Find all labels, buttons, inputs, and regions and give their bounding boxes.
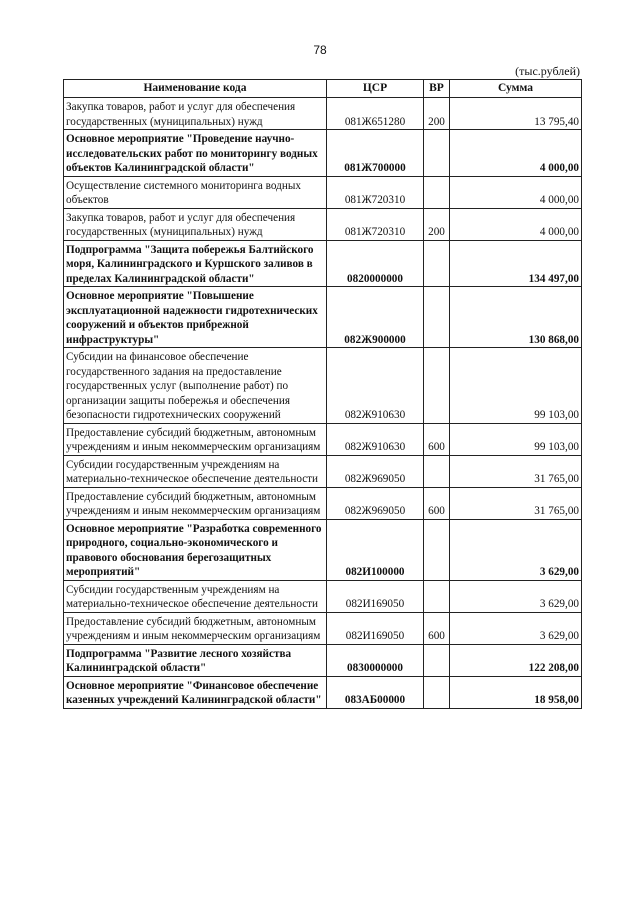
cell-vr: [424, 580, 450, 612]
cell-sum: 122 208,00: [450, 644, 582, 676]
cell-vr: [424, 455, 450, 487]
page-number: 78: [313, 43, 327, 57]
cell-csr: 0820000000: [327, 240, 424, 287]
cell-vr: [424, 287, 450, 348]
table-row: [64, 580, 582, 612]
table-row: [64, 676, 582, 708]
unit-note: (тыс.рублей): [515, 64, 580, 78]
cell-vr: 600: [424, 612, 450, 644]
table-row: [64, 287, 582, 348]
cell-name: Предоставление субсидий бюджетным, автономным учреждениям и иным некоммерческим организациям: [64, 423, 327, 455]
cell-name: Закупка товаров, работ и услуг для обеспечения государственных (муниципальных) нужд: [64, 208, 327, 240]
table-row: [64, 519, 582, 580]
cell-name: Осуществление системного мониторинга водных объектов: [64, 176, 327, 208]
table-row: [64, 487, 582, 519]
table-row: [64, 644, 582, 676]
cell-sum: 99 103,00: [450, 423, 582, 455]
cell-name: Подпрограмма "Защита побережья Балтийского моря, Калининградского и Куршского заливов в пределах Калининградской области": [64, 240, 327, 287]
cell-csr: 081Ж720310: [327, 176, 424, 208]
cell-vr: [424, 519, 450, 580]
table-row: [64, 612, 582, 644]
table-row: [64, 348, 582, 424]
table-row: [64, 423, 582, 455]
header-sum: Сумма: [450, 80, 582, 98]
cell-vr: 200: [424, 208, 450, 240]
cell-sum: 13 795,40: [450, 98, 582, 130]
table-row: [64, 455, 582, 487]
cell-vr: [424, 176, 450, 208]
cell-name: Основное мероприятие "Повышение эксплуатационной надежности гидротехнических сооружений и объектов прибрежной инфраструктуры": [64, 287, 327, 348]
cell-sum: 31 765,00: [450, 487, 582, 519]
cell-name: Субсидии на финансовое обеспечение государственного задания на предоставление государственных услуг (выполнение работ) по организации защиты побережья и обеспечения безопасности гидротехнических сооружений: [64, 348, 327, 424]
table-body: [64, 98, 582, 709]
table-header-row: [64, 80, 582, 98]
cell-csr: 082И169050: [327, 580, 424, 612]
table-row: [64, 208, 582, 240]
cell-csr: 082Ж969050: [327, 455, 424, 487]
cell-sum: 99 103,00: [450, 348, 582, 424]
cell-sum: 3 629,00: [450, 612, 582, 644]
cell-sum: 18 958,00: [450, 676, 582, 708]
cell-name: Предоставление субсидий бюджетным, автономным учреждениям и иным некоммерческим организациям: [64, 487, 327, 519]
cell-csr: 081Ж720310: [327, 208, 424, 240]
cell-name: Подпрограмма "Развитие лесного хозяйства Калининградской области": [64, 644, 327, 676]
table-row: [64, 176, 582, 208]
header-vr: ВР: [424, 80, 450, 98]
cell-csr: 081Ж700000: [327, 130, 424, 177]
cell-vr: 600: [424, 423, 450, 455]
cell-sum: 4 000,00: [450, 130, 582, 177]
cell-csr: 0830000000: [327, 644, 424, 676]
cell-sum: 134 497,00: [450, 240, 582, 287]
cell-vr: [424, 676, 450, 708]
cell-csr: 082Ж969050: [327, 487, 424, 519]
cell-sum: 4 000,00: [450, 208, 582, 240]
cell-csr: 082И169050: [327, 612, 424, 644]
cell-name: Субсидии государственным учреждениям на материально-техническое обеспечение деятельности: [64, 580, 327, 612]
header-name: Наименование кода: [64, 80, 327, 98]
cell-sum: 3 629,00: [450, 519, 582, 580]
cell-csr: 082Ж910630: [327, 423, 424, 455]
cell-name: Основное мероприятие "Разработка современного природного, социально-экономического и правового обоснования берегозащитных мероприятий": [64, 519, 327, 580]
cell-vr: [424, 130, 450, 177]
cell-csr: 082Ж910630: [327, 348, 424, 424]
table-row: [64, 130, 582, 177]
table-row: [64, 240, 582, 287]
cell-sum: 4 000,00: [450, 176, 582, 208]
cell-sum: 31 765,00: [450, 455, 582, 487]
cell-vr: [424, 348, 450, 424]
cell-name: Субсидии государственным учреждениям на материально-техническое обеспечение деятельности: [64, 455, 327, 487]
cell-csr: 082И100000: [327, 519, 424, 580]
cell-vr: 200: [424, 98, 450, 130]
cell-vr: [424, 644, 450, 676]
cell-csr: 083АБ00000: [327, 676, 424, 708]
cell-name: Основное мероприятие "Проведение научно-исследовательских работ по мониторингу водных объектов Калининградской области": [64, 130, 327, 177]
budget-table: [63, 79, 582, 709]
cell-csr: 082Ж900000: [327, 287, 424, 348]
cell-csr: 081Ж651280: [327, 98, 424, 130]
table-row: [64, 98, 582, 130]
header-csr: ЦСР: [327, 80, 424, 98]
cell-name: Закупка товаров, работ и услуг для обеспечения государственных (муниципальных) нужд: [64, 98, 327, 130]
cell-vr: 600: [424, 487, 450, 519]
cell-vr: [424, 240, 450, 287]
cell-name: Основное мероприятие "Финансовое обеспечение казенных учреждений Калининградской области": [64, 676, 327, 708]
cell-sum: 3 629,00: [450, 580, 582, 612]
cell-sum: 130 868,00: [450, 287, 582, 348]
cell-name: Предоставление субсидий бюджетным, автономным учреждениям и иным некоммерческим организациям: [64, 612, 327, 644]
